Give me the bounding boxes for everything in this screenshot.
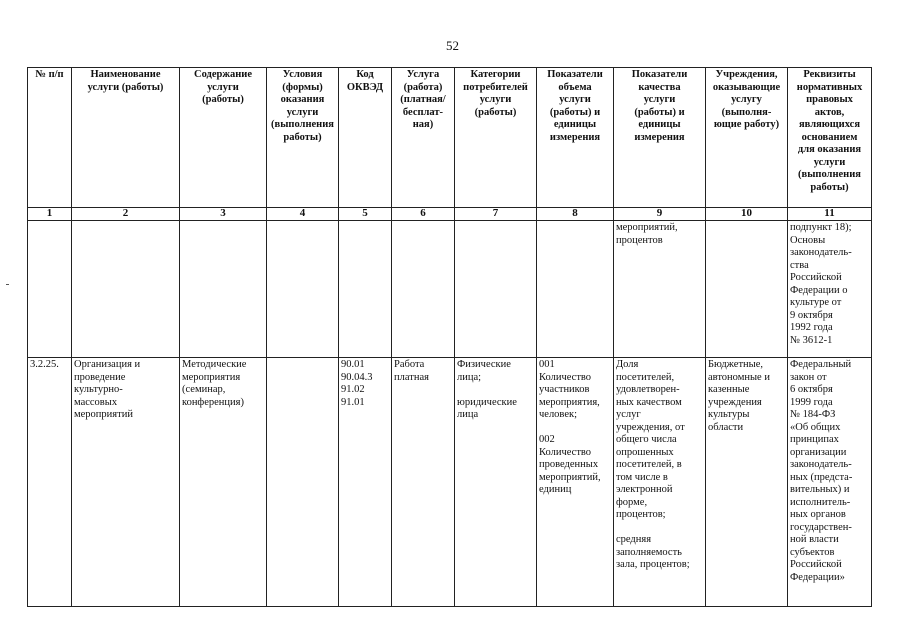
header-row: [28, 68, 872, 208]
line-gap: [457, 384, 534, 397]
header-cell: [72, 68, 180, 208]
cell-line: заполняемость: [616, 546, 682, 558]
cell-line: учреждения: [708, 396, 762, 408]
table-cell: [537, 221, 614, 358]
cell-line: Доля: [616, 359, 639, 370]
line-gap: [616, 522, 703, 535]
column-number: 8: [537, 208, 614, 221]
cell-line: (семинар,: [182, 384, 226, 395]
service-name-cell: [72, 358, 180, 607]
header-cell: [537, 68, 614, 208]
cell-line: ная): [412, 119, 434, 130]
header-cell: [339, 68, 392, 208]
cell-line: ющие работу): [713, 119, 780, 130]
cell-line: 1999 года: [790, 396, 833, 408]
cell-line: средняя: [616, 534, 652, 545]
cell-line: (работа): [403, 81, 443, 93]
cell-line: услуги: [559, 94, 591, 105]
cell-line: работы): [810, 181, 849, 193]
cell-line: услуги: [479, 94, 512, 105]
table-cell: [180, 221, 267, 358]
cell-line: № 184-ФЗ: [790, 409, 836, 420]
cell-line: Учреждения,: [715, 69, 778, 80]
cell-line: 91.02: [341, 384, 365, 395]
cell-line: услуги (работы): [87, 81, 164, 93]
cell-line: 90.04.3: [341, 371, 373, 383]
cell-line: нормативных: [796, 81, 863, 93]
cell-line: электронной: [616, 484, 673, 495]
cell-line: единицы: [638, 119, 681, 130]
cell-line: ных органов: [790, 509, 846, 520]
cell-line: мероприятия: [182, 371, 241, 383]
cell-line: автономные и: [708, 371, 770, 383]
legal-acts-cell: [788, 221, 872, 358]
cell-line: Реквизиты: [803, 69, 856, 80]
cell-line: Российской: [790, 559, 842, 570]
cell-line: для оказания: [797, 144, 862, 155]
cell-line: зала, процентов;: [616, 559, 690, 570]
cell-line: подпункт 18);: [790, 222, 852, 233]
cell-line: исполнитель-: [790, 496, 851, 508]
cell-line: единиц: [539, 484, 572, 495]
cell-line: 002: [539, 434, 555, 445]
cell-line: услуги: [207, 81, 239, 93]
cell-line: культуры: [708, 409, 750, 420]
cell-line: услуг: [616, 409, 641, 420]
cell-line: Федерации»: [790, 571, 845, 583]
quality-indicators-cell: [614, 221, 706, 358]
cell-line: посетителей, в: [616, 459, 682, 470]
cell-line: культуре от: [790, 297, 842, 308]
table-cell: [455, 221, 537, 358]
cell-line: единицы: [553, 119, 597, 130]
cell-line: «Об общих: [790, 421, 841, 433]
cell-line: мероприятия,: [539, 396, 600, 408]
cell-line: мероприятий: [74, 409, 133, 420]
cell-line: форме,: [616, 496, 648, 508]
table-cell: [267, 221, 339, 358]
cell-line: участников: [539, 384, 590, 395]
cell-line: человек;: [539, 409, 578, 420]
cell-line: правовых: [806, 94, 853, 105]
cell-line: проведенных: [539, 459, 599, 470]
scan-mark: [6, 284, 9, 285]
cell-line: (выполнения: [271, 119, 334, 130]
header-cell: [392, 68, 455, 208]
table-row-3-2-25: [28, 358, 872, 607]
consumer-categories-cell: [455, 358, 537, 607]
cell-line: (формы): [282, 81, 323, 93]
cell-line: качества: [638, 81, 681, 93]
table-cell: [392, 221, 455, 358]
line-gap: [539, 422, 611, 435]
column-number: 5: [339, 208, 392, 221]
cell-line: государствен-: [790, 521, 852, 533]
okved-code-cell: [339, 358, 392, 607]
cell-line: актов,: [814, 106, 845, 118]
cell-line: субъектов: [790, 546, 835, 558]
cell-line: Услуга: [406, 69, 440, 80]
column-number: 9: [614, 208, 706, 221]
column-number: 2: [72, 208, 180, 221]
cell-line: объема: [558, 81, 592, 93]
cell-line: платная: [394, 371, 429, 383]
cell-line: (выполня-: [721, 106, 772, 118]
column-number: 10: [706, 208, 788, 221]
cell-line: процентов: [616, 234, 663, 246]
cell-line: лица: [457, 409, 479, 420]
cell-line: 1992 года: [790, 322, 833, 333]
cell-line: казенные: [708, 384, 750, 395]
header-cell: [28, 68, 72, 208]
column-number: 1: [28, 208, 72, 221]
legal-acts-cell: [788, 358, 872, 607]
cell-line: Наименование: [90, 69, 161, 80]
cell-line: услуги: [813, 156, 846, 168]
cell-line: Количество: [539, 371, 592, 383]
cell-line: ных качеством: [616, 396, 682, 408]
table-cell: [339, 221, 392, 358]
cell-line: конференция): [182, 396, 244, 408]
cell-line: посетителей,: [616, 371, 675, 383]
cell-line: ОКВЭД: [346, 81, 384, 93]
cell-line: принципах: [790, 434, 839, 445]
cell-line: (работы) и: [634, 106, 685, 118]
header-cell: [267, 68, 339, 208]
cell-line: Организация и: [74, 359, 141, 370]
column-number: 7: [455, 208, 537, 221]
cell-line: оказывающие: [712, 81, 781, 93]
cell-line: процентов;: [616, 509, 666, 520]
header-cell: [788, 68, 872, 208]
column-number: 6: [392, 208, 455, 221]
cell-line: бесплат-: [402, 106, 444, 118]
cell-line: Российской: [790, 272, 842, 283]
cell-line: измерения: [549, 131, 601, 143]
cell-line: услуги: [643, 94, 676, 105]
cell-line: юридические: [457, 396, 517, 408]
cell-line: Физические: [457, 359, 511, 370]
cell-line: организации: [790, 446, 847, 458]
cell-line: основанием: [801, 131, 858, 143]
cell-line: законодатель-: [790, 459, 852, 470]
cell-line: (работы) и: [549, 106, 601, 118]
row-number-cell: [28, 358, 72, 607]
cell-line: услуги: [286, 106, 319, 118]
quality-indicators-cell: [614, 358, 706, 607]
cell-line: Показатели: [547, 69, 603, 80]
cell-line: Код: [356, 69, 374, 80]
cell-line: закон от: [790, 371, 827, 383]
cell-line: общего числа: [616, 434, 677, 445]
cell-line: Федеральный: [790, 359, 852, 370]
cell-line: № 3612-1: [790, 334, 833, 346]
cell-line: лица;: [457, 371, 482, 383]
service-content-cell: [180, 358, 267, 607]
cell-line: 6 октября: [790, 384, 833, 395]
cell-line: Категории: [470, 69, 521, 80]
header-cell: [614, 68, 706, 208]
cell-line: учреждения, от: [616, 421, 685, 433]
cell-line: потребителей: [463, 81, 528, 93]
cell-line: являющихся: [798, 119, 860, 130]
table-row-continuation: [28, 221, 872, 358]
cell-line: удовлетворен-: [616, 384, 680, 395]
cell-line: (выполнения: [798, 169, 861, 180]
services-registry-table: [27, 67, 872, 607]
cell-line: 90.01: [341, 359, 365, 370]
cell-line: проведение: [74, 371, 126, 383]
page-number: 52: [446, 38, 459, 53]
cell-line: услугу: [731, 94, 762, 105]
cell-line: Работа: [394, 359, 425, 370]
service-conditions-cell: [267, 358, 339, 607]
cell-line: № п/п: [35, 69, 64, 80]
cell-line: мероприятий,: [539, 471, 601, 483]
cell-line: Методические: [182, 359, 247, 370]
table-cell: [28, 221, 72, 358]
cell-line: Показатели: [631, 69, 688, 80]
column-number-row: [28, 208, 872, 221]
cell-line: 9 октября: [790, 309, 833, 321]
cell-line: области: [708, 421, 744, 433]
table-cell: [706, 221, 788, 358]
service-type-cell: [392, 358, 455, 607]
cell-line: ных (предста-: [790, 471, 853, 483]
cell-line: опрошенных: [616, 446, 674, 458]
column-number: 4: [267, 208, 339, 221]
institutions-cell: [706, 358, 788, 607]
cell-line: (работы): [474, 106, 517, 118]
cell-line: культурно-: [74, 384, 123, 395]
header-cell: [706, 68, 788, 208]
volume-indicators-cell: [537, 358, 614, 607]
cell-line: законодатель-: [790, 247, 852, 258]
cell-line: Содержание: [194, 69, 252, 80]
cell-line: измерения: [634, 131, 685, 143]
column-number: 11: [788, 208, 872, 221]
cell-line: массовых: [74, 396, 118, 408]
cell-line: мероприятий,: [616, 222, 678, 233]
cell-line: (работы): [202, 94, 244, 105]
cell-line: 91.01: [341, 396, 365, 408]
header-cell: [455, 68, 537, 208]
cell-line: оказания: [280, 94, 325, 105]
cell-line: работы): [283, 131, 322, 143]
cell-line: 001: [539, 359, 555, 370]
cell-line: 3.2.25.: [30, 359, 59, 370]
cell-line: Условия: [282, 69, 323, 80]
table-cell: [72, 221, 180, 358]
column-number: 3: [180, 208, 267, 221]
cell-line: ства: [790, 259, 809, 271]
cell-line: Количество: [539, 446, 592, 458]
cell-line: (платная/: [400, 94, 446, 105]
header-cell: [180, 68, 267, 208]
cell-line: ной власти: [790, 534, 839, 545]
cell-line: том числе в: [616, 471, 668, 483]
cell-line: Федерации о: [790, 284, 848, 296]
cell-line: Бюджетные,: [708, 359, 764, 370]
cell-line: Основы: [790, 234, 826, 246]
cell-line: вительных) и: [790, 484, 850, 495]
